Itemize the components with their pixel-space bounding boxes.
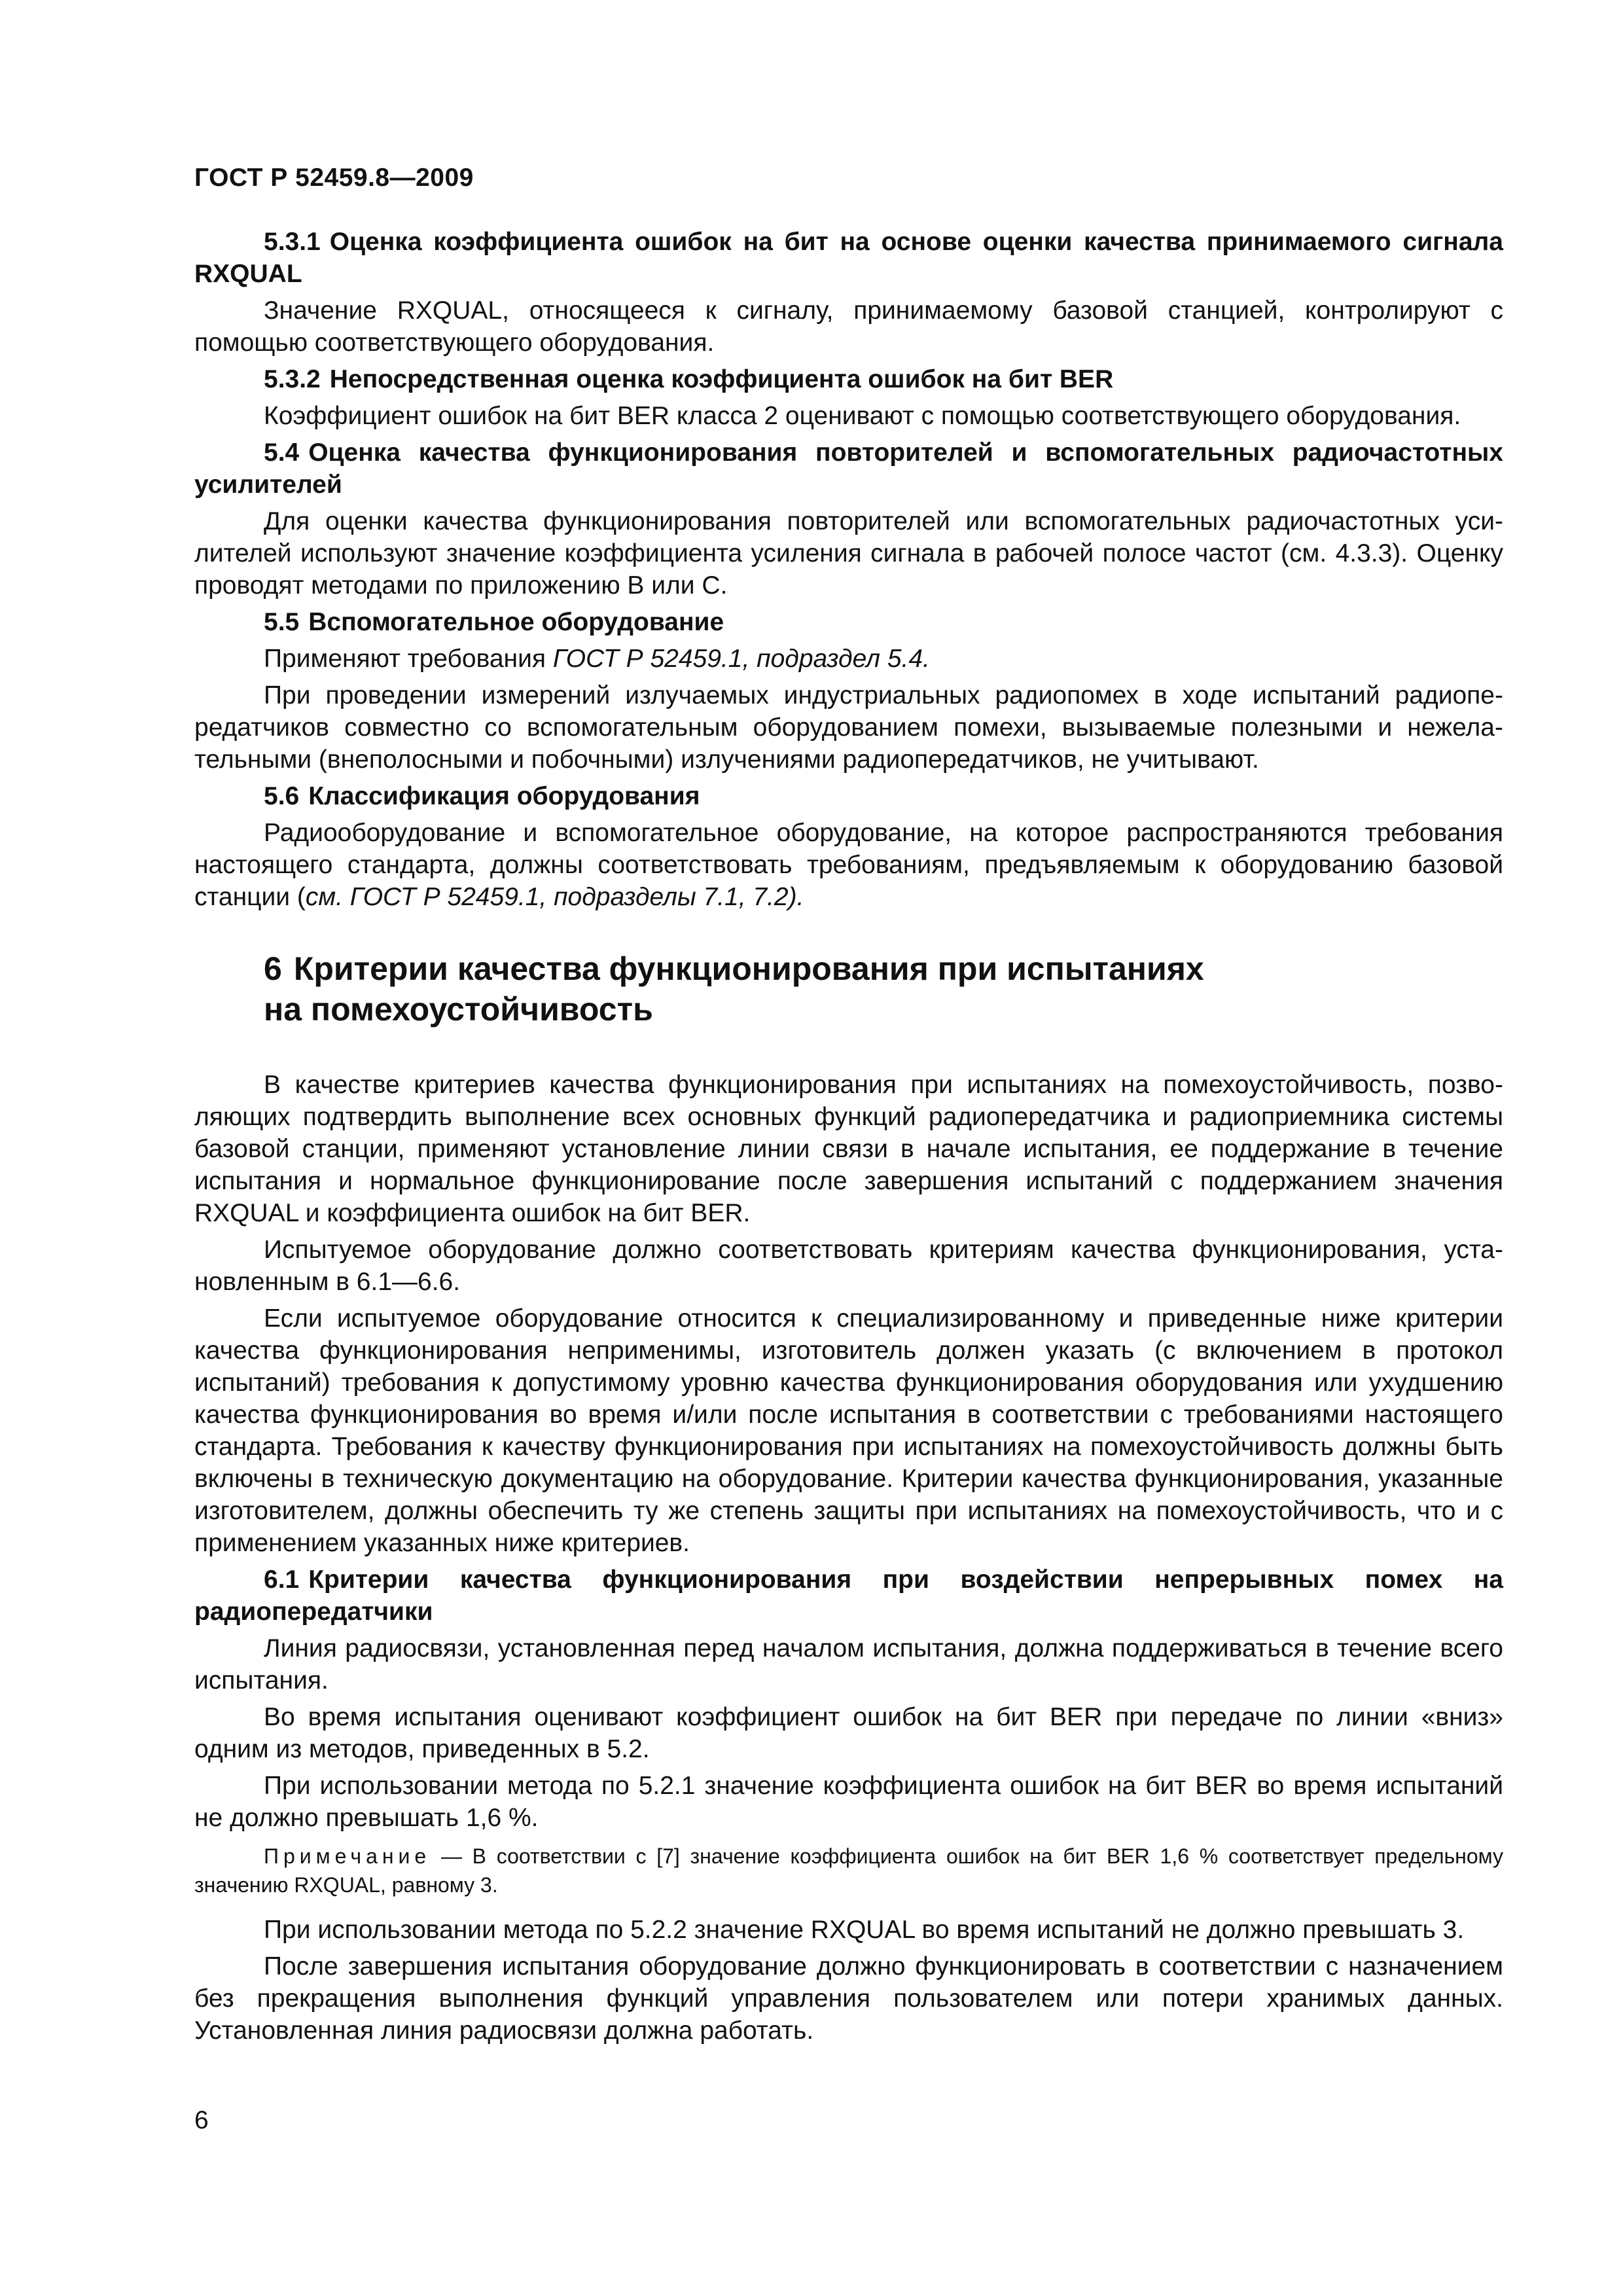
section-6-paragraph-2: Испытуемое оборудование должно соответствовать критериям качества функционирования, установленным в 6.1—6.6.	[194, 1236, 1503, 1296]
note	[194, 1842, 1503, 1899]
subsection-number: 5.5	[264, 608, 300, 636]
section-title-line-2: на помехоустойчивость	[264, 991, 653, 1028]
section-6-heading	[264, 948, 1376, 1030]
subsection-5-3-2-body: Коэффициент ошибок на бит BER класса 2 оценивают с помощью соответствующего оборудования.	[264, 402, 1461, 430]
section-6-paragraph-3: Если испытуемое оборудование относится к специализированному и приведенные ниже критерии качества функционирования неприменимы, изготовитель должен указать (с включением в протокол испытаний) требования к допустимому уровню качества функционирования оборудования или ухудшению качества функционирования во время и/или после испытания в соответствии с требованиями настоящего стандарта. Требования к качеству функционирования при испытаниях на помехоустойчивость должны быть включены в техническую документацию на оборудование. Критерии качества функционирования, указанные изготовителем, должны обеспечить ту же степень защиты при испытаниях на помехоустойчивость, что и с применением указанных ниже критериев.	[194, 1304, 1503, 1557]
subsection-title: Оценка качества функционирования повторителей и вспомогательных радиочастотных усилителей	[194, 439, 1503, 499]
subsection-title: Критерии качества функционирования при воздействии непрерывных помех на радиопередатчики	[194, 1566, 1503, 1626]
subsection-5-6-heading	[194, 780, 1503, 812]
section-title: Критерии качества функционирования при испытаниях	[293, 950, 1204, 987]
subsection-6-1-paragraph-2: Во время испытания оценивают коэффициент ошибок на бит BER при передаче по линии «вниз» одним из методов, приведенных в 5.2.	[194, 1703, 1503, 1763]
standard-reference: см. ГОСТ Р 52459.1, подразделы 7.1, 7.2).	[305, 883, 804, 911]
subsection-5-6-body	[194, 817, 1503, 913]
page-number: 6	[194, 2106, 209, 2134]
subsection-5-5-body-1	[194, 643, 1503, 675]
subsection-title: Классификация оборудования	[308, 782, 700, 810]
section-6-paragraph-1: В качестве критериев качества функционирования при испытаниях на помехоустойчивость, позволяющих подтвердить выполнение всех основных функций радиопередатчика и радиоприемника системы базовой станции, применяют установление линии связи в начале испытания, ее поддержание в течение испытания и нормальное функционирование после завершения испытаний с поддержанием значения RXQUAL и коэффициента ошибок на бит BER.	[194, 1071, 1503, 1227]
subsection-5-5-heading	[194, 606, 1503, 638]
section-title-line-1	[264, 948, 1376, 989]
section-number: 6	[264, 950, 282, 987]
subsection-6-1-paragraph-4: При использовании метода по 5.2.2 значение RXQUAL во время испытаний не должно превышать 3.	[264, 1916, 1465, 1944]
subsection-number: 5.4	[264, 439, 300, 467]
page-content	[194, 226, 1503, 2051]
subsection-5-4-heading	[194, 437, 1503, 501]
subsection-6-1-paragraph-1: Линия радиосвязи, установленная перед началом испытания, должна поддерживаться в течение всего испытания.	[194, 1634, 1503, 1695]
subsection-title: Оценка коэффициента ошибок на бит на основе оценки качества принимаемого сигнала RXQUAL	[194, 228, 1503, 288]
note-label: Примечание	[264, 1844, 431, 1868]
subsection-5-3-1-body: Значение RXQUAL, относящееся к сигналу, принимаемому базовой станцией, контролируют с помощью соответствующего оборудования.	[194, 296, 1503, 357]
subsection-number: 5.3.1	[264, 228, 321, 256]
subsection-5-3-2-heading	[194, 363, 1503, 395]
subsection-5-3-1-heading	[194, 226, 1503, 290]
body-text: Применяют требования	[264, 645, 553, 673]
note-text: — В соответствии с [7] значение коэффициента ошибок на бит BER 1,6 % соответствует предельному значению RXQUAL, равному 3.	[194, 1844, 1503, 1897]
subsection-title: Непосредственная оценка коэффициента ошибок на бит BER	[329, 365, 1114, 393]
standard-code-header: ГОСТ Р 52459.8—2009	[194, 164, 474, 192]
subsection-number: 6.1	[264, 1566, 300, 1594]
standard-reference: ГОСТ Р 52459.1, подраздел 5.4.	[552, 645, 930, 673]
subsection-5-5-body-2: При проведении измерений излучаемых индустриальных радиопомех в ходе испытаний радиопередатчиков совместно со вспомогательным оборудованием помехи, вызываемые полезными и нежелательными (внеполосными и побочными) излучениями радиопередатчиков, не учитывают.	[194, 681, 1503, 774]
subsection-6-1-paragraph-5: После завершения испытания оборудование должно функционировать в соответствии с назначением без прекращения выполнения функций управления пользователем или потери хранимых данных. Установленная линия радиосвязи должна работать.	[194, 1952, 1503, 2045]
subsection-6-1-paragraph-3: При использовании метода по 5.2.1 значение коэффициента ошибок на бит BER во время испытаний не должно превышать 1,6 %.	[194, 1772, 1503, 1832]
subsection-title: Вспомогательное оборудование	[308, 608, 724, 636]
subsection-5-4-body: Для оценки качества функционирования повторителей или вспомогательных радиочастотных усилителей используют значение коэффициента усиления сигнала в рабочей полосе частот (см. 4.3.3). Оценку проводят методами по приложению В или С.	[194, 507, 1503, 600]
body-text: Радиооборудование и вспомогательное оборудование, на которое распространяются требования настоящего стандарта, должны соответствовать требованиям, предъявляемым к оборудованию базовой станции (	[194, 819, 1503, 911]
subsection-6-1-heading	[194, 1564, 1503, 1628]
subsection-number: 5.3.2	[264, 365, 321, 393]
subsection-number: 5.6	[264, 782, 300, 810]
